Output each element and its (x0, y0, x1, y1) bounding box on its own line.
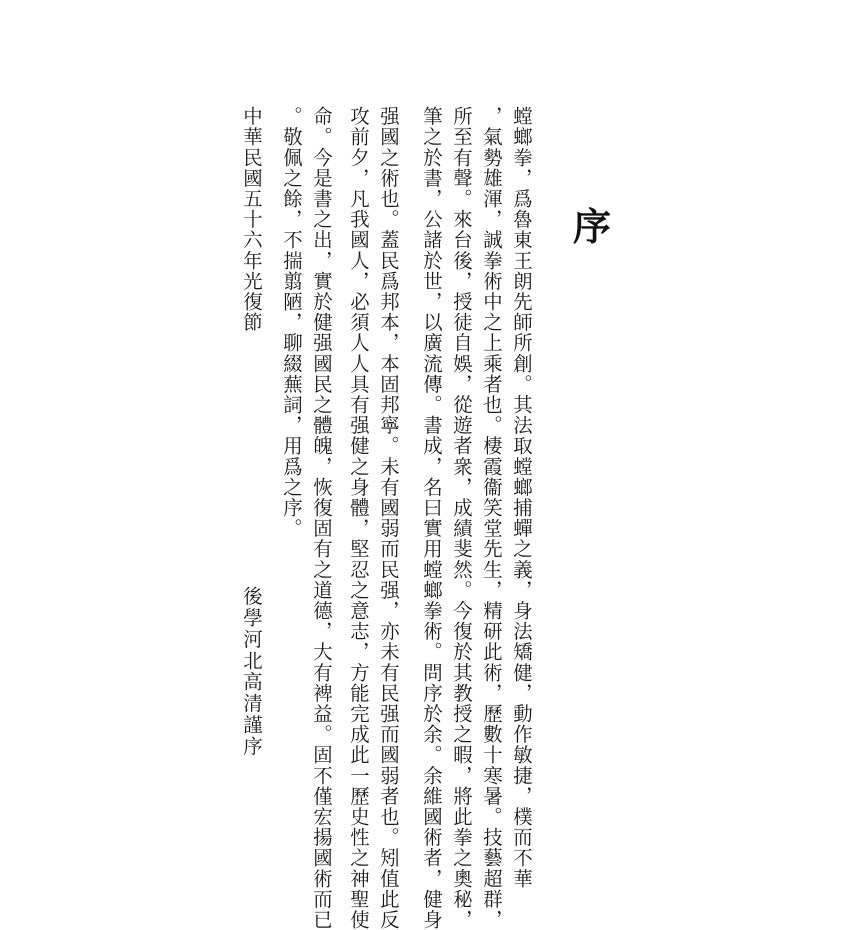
text-column-7: 命。今是書之出，實於健强國民之體魄，恢復固有之道德，大有裨益。固不僅宏揚國術而已 (310, 106, 333, 930)
text-column-2: ，氣勢雄渾，誠拳術中之上乘者也。棲霞衞笑堂先生，精研此術，歷數十寒暑。技藝超群， (480, 106, 503, 930)
text-column-3: 所至有聲。來台後，授徒自娛，從遊者衆，成績斐然。今復於其教授之暇，將此拳之奧秘， (450, 106, 473, 930)
text-column-8: 。敬佩之餘，不揣翦陋，聊綴蕪詞，用爲之序。 (280, 106, 303, 539)
text-column-5: 强國之術也。蓋民爲邦本，本固邦寧。未有國弱而民强，亦未有民强而國弱者也。矧值此反 (377, 106, 400, 930)
text-column-1: 螳螂拳，爲魯東王朗先師所創。其法取螳螂捕蟬之義，身法矯健，動作敏捷，樸而不華 (510, 106, 533, 889)
page-title: 序 (572, 205, 611, 249)
text-column-6: 攻前夕，凡我國人，必須人人具有强健之身體，堅忍之意志，方能完成此一歷史性之神聖使 (347, 106, 370, 930)
preface-date: 中華民國五十六年光復節 (240, 106, 263, 333)
text-column-4: 筆之於書，公諸於世，以廣流傳。書成，名曰實用螳螂拳術。問序於余。余維國術者，健身 (420, 106, 443, 930)
author-signature: 後學河北高清謹序 (240, 586, 263, 758)
